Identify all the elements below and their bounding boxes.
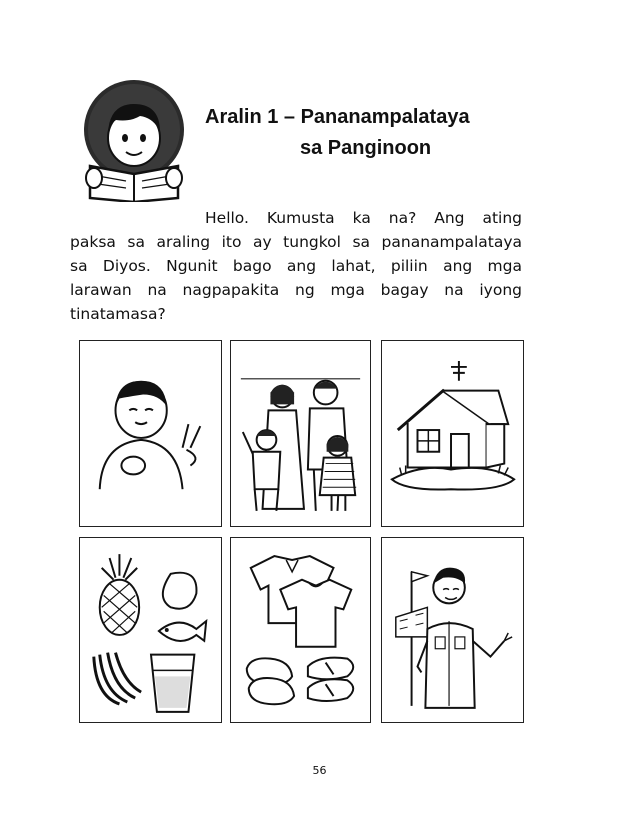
intro-line: paksa sa araling ito ay tungkol sa pananampalataya — [70, 233, 522, 251]
family-icon — [231, 341, 370, 526]
boy-reading-logo-icon — [80, 78, 188, 202]
intro-line: larawan na nagpapakita ng mga bagay na iyong — [70, 281, 522, 299]
picture-family[interactable] — [230, 340, 371, 527]
house-icon — [382, 341, 523, 526]
intro-line: tinatamasa? — [70, 305, 166, 323]
page-number: 56 — [312, 764, 327, 777]
teacher-school-icon — [382, 538, 523, 722]
food-fruits-icon — [80, 538, 221, 722]
intro-paragraph — [70, 206, 522, 326]
clothes-shoes-icon — [231, 538, 370, 722]
picture-food[interactable] — [79, 537, 222, 723]
picture-clothes[interactable] — [230, 537, 371, 723]
intro-line: Hello. Kumusta ka na? Ang ating — [205, 209, 522, 227]
picture-house[interactable] — [381, 340, 524, 527]
picture-teacher-school[interactable] — [381, 537, 524, 723]
picture-boy-waving[interactable] — [79, 340, 222, 527]
boy-waving-icon — [80, 341, 221, 526]
lesson-subtitle: sa Panginoon — [300, 137, 432, 159]
intro-line: sa Diyos. Ngunit bago ang lahat, piliin ang mga — [70, 257, 522, 275]
lesson-title: Aralin 1 – Pananampalataya — [205, 106, 470, 128]
